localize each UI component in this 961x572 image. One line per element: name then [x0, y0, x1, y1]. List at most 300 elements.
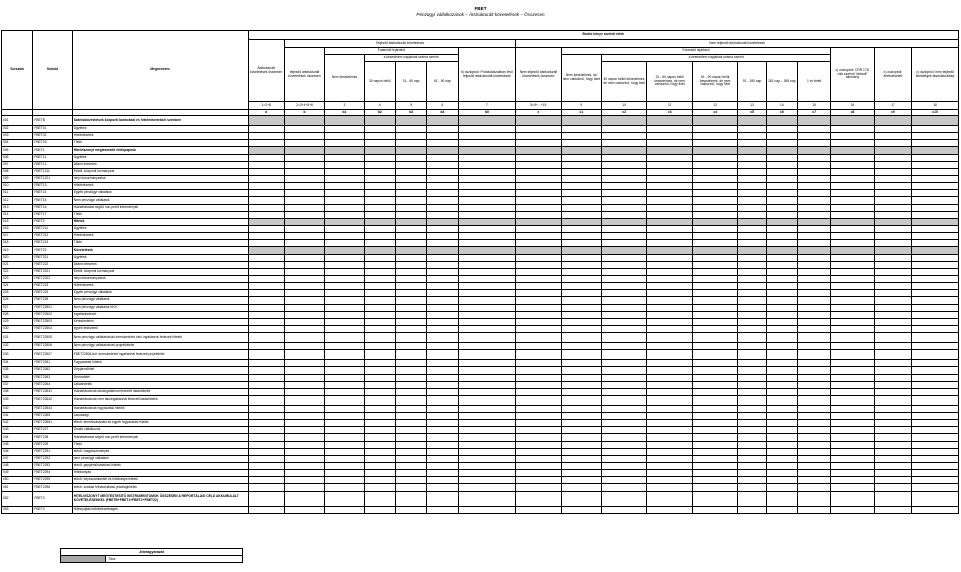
value-cell[interactable]	[364, 183, 395, 190]
value-cell[interactable]	[561, 491, 601, 506]
value-cell[interactable]	[692, 211, 737, 218]
value-cell[interactable]	[797, 197, 830, 204]
value-cell[interactable]	[364, 147, 395, 154]
value-cell[interactable]	[248, 427, 284, 434]
value-cell[interactable]	[602, 434, 647, 441]
value-cell[interactable]	[738, 455, 766, 462]
value-cell[interactable]	[516, 395, 561, 405]
value-cell[interactable]	[831, 420, 874, 427]
value-cell[interactable]	[284, 283, 324, 290]
value-cell[interactable]	[692, 161, 737, 168]
value-cell[interactable]	[284, 225, 324, 232]
value-cell[interactable]	[738, 350, 766, 360]
value-cell[interactable]	[602, 204, 647, 211]
value-cell[interactable]	[364, 477, 395, 484]
value-cell[interactable]	[395, 343, 426, 350]
value-cell[interactable]	[738, 283, 766, 290]
value-cell[interactable]	[284, 183, 324, 190]
value-cell[interactable]	[766, 268, 797, 275]
value-cell[interactable]	[427, 190, 458, 197]
value-cell[interactable]	[766, 413, 797, 420]
value-cell[interactable]	[874, 434, 911, 441]
value-cell[interactable]	[284, 247, 324, 254]
value-cell[interactable]	[797, 455, 830, 462]
value-cell[interactable]	[248, 374, 284, 381]
value-cell[interactable]	[325, 367, 364, 374]
value-cell[interactable]	[766, 233, 797, 240]
value-cell[interactable]	[738, 161, 766, 168]
value-cell[interactable]	[364, 116, 395, 126]
value-cell[interactable]	[395, 233, 426, 240]
value-cell[interactable]	[874, 116, 911, 126]
value-cell[interactable]	[458, 233, 516, 240]
value-cell[interactable]	[427, 491, 458, 506]
value-cell[interactable]	[516, 190, 561, 197]
value-cell[interactable]	[766, 283, 797, 290]
value-cell[interactable]	[831, 168, 874, 175]
value-cell[interactable]	[427, 477, 458, 484]
value-cell[interactable]	[516, 491, 561, 506]
value-cell[interactable]	[516, 116, 561, 126]
value-cell[interactable]	[248, 367, 284, 374]
value-cell[interactable]	[692, 154, 737, 161]
value-cell[interactable]	[831, 395, 874, 405]
value-cell[interactable]	[395, 261, 426, 268]
value-cell[interactable]	[647, 477, 692, 484]
value-cell[interactable]	[248, 283, 284, 290]
value-cell[interactable]	[395, 506, 426, 513]
value-cell[interactable]	[831, 367, 874, 374]
value-cell[interactable]	[284, 477, 324, 484]
value-cell[interactable]	[797, 268, 830, 275]
value-cell[interactable]	[602, 225, 647, 232]
value-cell[interactable]	[458, 290, 516, 297]
value-cell[interactable]	[284, 381, 324, 388]
value-cell[interactable]	[516, 318, 561, 325]
value-cell[interactable]	[395, 405, 426, 412]
value-cell[interactable]	[427, 154, 458, 161]
value-cell[interactable]	[248, 183, 284, 190]
value-cell[interactable]	[831, 463, 874, 470]
value-cell[interactable]	[458, 126, 516, 133]
value-cell[interactable]	[912, 275, 959, 282]
value-cell[interactable]	[831, 374, 874, 381]
value-cell[interactable]	[602, 367, 647, 374]
value-cell[interactable]	[516, 381, 561, 388]
value-cell[interactable]	[797, 147, 830, 154]
value-cell[interactable]	[647, 434, 692, 441]
value-cell[interactable]	[647, 240, 692, 247]
value-cell[interactable]	[284, 405, 324, 412]
value-cell[interactable]	[516, 484, 561, 491]
value-cell[interactable]	[395, 297, 426, 304]
value-cell[interactable]	[766, 470, 797, 477]
value-cell[interactable]	[284, 126, 324, 133]
value-cell[interactable]	[874, 420, 911, 427]
value-cell[interactable]	[647, 374, 692, 381]
value-cell[interactable]	[738, 204, 766, 211]
value-cell[interactable]	[458, 318, 516, 325]
value-cell[interactable]	[602, 161, 647, 168]
value-cell[interactable]	[797, 154, 830, 161]
value-cell[interactable]	[427, 218, 458, 225]
value-cell[interactable]	[738, 367, 766, 374]
value-cell[interactable]	[561, 427, 601, 434]
value-cell[interactable]	[516, 350, 561, 360]
value-cell[interactable]	[284, 268, 324, 275]
value-cell[interactable]	[797, 175, 830, 182]
value-cell[interactable]	[766, 240, 797, 247]
value-cell[interactable]	[647, 268, 692, 275]
value-cell[interactable]	[364, 126, 395, 133]
value-cell[interactable]	[325, 190, 364, 197]
value-cell[interactable]	[248, 190, 284, 197]
value-cell[interactable]	[831, 484, 874, 491]
value-cell[interactable]	[766, 247, 797, 254]
value-cell[interactable]	[692, 350, 737, 360]
value-cell[interactable]	[766, 506, 797, 513]
value-cell[interactable]	[797, 470, 830, 477]
value-cell[interactable]	[647, 275, 692, 282]
value-cell[interactable]	[458, 116, 516, 126]
value-cell[interactable]	[912, 381, 959, 388]
value-cell[interactable]	[516, 388, 561, 395]
value-cell[interactable]	[831, 333, 874, 343]
value-cell[interactable]	[427, 126, 458, 133]
value-cell[interactable]	[395, 197, 426, 204]
value-cell[interactable]	[738, 247, 766, 254]
value-cell[interactable]	[458, 350, 516, 360]
value-cell[interactable]	[561, 147, 601, 154]
value-cell[interactable]	[248, 133, 284, 140]
value-cell[interactable]	[284, 297, 324, 304]
value-cell[interactable]	[248, 116, 284, 126]
value-cell[interactable]	[284, 290, 324, 297]
value-cell[interactable]	[912, 133, 959, 140]
value-cell[interactable]	[427, 427, 458, 434]
value-cell[interactable]	[364, 470, 395, 477]
value-cell[interactable]	[738, 175, 766, 182]
value-cell[interactable]	[912, 427, 959, 434]
value-cell[interactable]	[602, 506, 647, 513]
value-cell[interactable]	[458, 381, 516, 388]
value-cell[interactable]	[647, 297, 692, 304]
value-cell[interactable]	[692, 434, 737, 441]
value-cell[interactable]	[248, 470, 284, 477]
value-cell[interactable]	[912, 448, 959, 455]
value-cell[interactable]	[831, 275, 874, 282]
value-cell[interactable]	[912, 420, 959, 427]
value-cell[interactable]	[284, 374, 324, 381]
value-cell[interactable]	[248, 395, 284, 405]
value-cell[interactable]	[692, 405, 737, 412]
value-cell[interactable]	[912, 233, 959, 240]
value-cell[interactable]	[647, 311, 692, 318]
value-cell[interactable]	[248, 261, 284, 268]
value-cell[interactable]	[248, 297, 284, 304]
value-cell[interactable]	[766, 311, 797, 318]
value-cell[interactable]	[766, 381, 797, 388]
value-cell[interactable]	[831, 268, 874, 275]
value-cell[interactable]	[325, 311, 364, 318]
value-cell[interactable]	[458, 283, 516, 290]
value-cell[interactable]	[248, 381, 284, 388]
value-cell[interactable]	[912, 161, 959, 168]
value-cell[interactable]	[912, 325, 959, 332]
value-cell[interactable]	[797, 297, 830, 304]
value-cell[interactable]	[647, 168, 692, 175]
value-cell[interactable]	[766, 395, 797, 405]
value-cell[interactable]	[395, 318, 426, 325]
value-cell[interactable]	[797, 311, 830, 318]
value-cell[interactable]	[692, 455, 737, 462]
value-cell[interactable]	[797, 427, 830, 434]
value-cell[interactable]	[325, 283, 364, 290]
value-cell[interactable]	[516, 333, 561, 343]
value-cell[interactable]	[458, 133, 516, 140]
value-cell[interactable]	[692, 506, 737, 513]
value-cell[interactable]	[561, 388, 601, 395]
value-cell[interactable]	[427, 240, 458, 247]
value-cell[interactable]	[427, 161, 458, 168]
value-cell[interactable]	[561, 477, 601, 484]
value-cell[interactable]	[364, 297, 395, 304]
value-cell[interactable]	[766, 290, 797, 297]
value-cell[interactable]	[766, 325, 797, 332]
value-cell[interactable]	[427, 441, 458, 448]
value-cell[interactable]	[561, 283, 601, 290]
value-cell[interactable]	[692, 297, 737, 304]
value-cell[interactable]	[874, 126, 911, 133]
value-cell[interactable]	[831, 427, 874, 434]
value-cell[interactable]	[248, 204, 284, 211]
value-cell[interactable]	[602, 168, 647, 175]
value-cell[interactable]	[427, 261, 458, 268]
value-cell[interactable]	[325, 484, 364, 491]
value-cell[interactable]	[561, 484, 601, 491]
value-cell[interactable]	[395, 311, 426, 318]
value-cell[interactable]	[284, 470, 324, 477]
value-cell[interactable]	[561, 420, 601, 427]
value-cell[interactable]	[912, 434, 959, 441]
value-cell[interactable]	[395, 247, 426, 254]
value-cell[interactable]	[738, 374, 766, 381]
value-cell[interactable]	[427, 367, 458, 374]
value-cell[interactable]	[797, 225, 830, 232]
value-cell[interactable]	[248, 405, 284, 412]
value-cell[interactable]	[516, 343, 561, 350]
value-cell[interactable]	[831, 491, 874, 506]
value-cell[interactable]	[766, 204, 797, 211]
value-cell[interactable]	[364, 506, 395, 513]
value-cell[interactable]	[395, 183, 426, 190]
value-cell[interactable]	[874, 240, 911, 247]
value-cell[interactable]	[395, 304, 426, 311]
value-cell[interactable]	[692, 413, 737, 420]
value-cell[interactable]	[284, 325, 324, 332]
value-cell[interactable]	[647, 455, 692, 462]
value-cell[interactable]	[516, 506, 561, 513]
value-cell[interactable]	[248, 233, 284, 240]
value-cell[interactable]	[738, 218, 766, 225]
value-cell[interactable]	[797, 350, 830, 360]
value-cell[interactable]	[766, 133, 797, 140]
value-cell[interactable]	[458, 374, 516, 381]
value-cell[interactable]	[458, 204, 516, 211]
value-cell[interactable]	[364, 197, 395, 204]
value-cell[interactable]	[516, 133, 561, 140]
value-cell[interactable]	[831, 343, 874, 350]
value-cell[interactable]	[364, 463, 395, 470]
value-cell[interactable]	[647, 197, 692, 204]
value-cell[interactable]	[284, 506, 324, 513]
value-cell[interactable]	[831, 304, 874, 311]
value-cell[interactable]	[516, 427, 561, 434]
value-cell[interactable]	[797, 448, 830, 455]
value-cell[interactable]	[561, 126, 601, 133]
value-cell[interactable]	[561, 395, 601, 405]
value-cell[interactable]	[458, 240, 516, 247]
value-cell[interactable]	[738, 360, 766, 367]
value-cell[interactable]	[647, 427, 692, 434]
value-cell[interactable]	[458, 434, 516, 441]
value-cell[interactable]	[458, 297, 516, 304]
value-cell[interactable]	[831, 225, 874, 232]
value-cell[interactable]	[602, 218, 647, 225]
value-cell[interactable]	[692, 126, 737, 133]
value-cell[interactable]	[692, 441, 737, 448]
value-cell[interactable]	[874, 233, 911, 240]
value-cell[interactable]	[912, 413, 959, 420]
value-cell[interactable]	[602, 254, 647, 261]
value-cell[interactable]	[248, 304, 284, 311]
value-cell[interactable]	[738, 413, 766, 420]
value-cell[interactable]	[602, 360, 647, 367]
value-cell[interactable]	[427, 470, 458, 477]
value-cell[interactable]	[874, 261, 911, 268]
value-cell[interactable]	[325, 261, 364, 268]
value-cell[interactable]	[561, 240, 601, 247]
value-cell[interactable]	[874, 350, 911, 360]
value-cell[interactable]	[602, 325, 647, 332]
value-cell[interactable]	[427, 175, 458, 182]
value-cell[interactable]	[797, 381, 830, 388]
value-cell[interactable]	[874, 311, 911, 318]
value-cell[interactable]	[738, 168, 766, 175]
value-cell[interactable]	[364, 218, 395, 225]
value-cell[interactable]	[284, 304, 324, 311]
value-cell[interactable]	[364, 350, 395, 360]
value-cell[interactable]	[602, 268, 647, 275]
value-cell[interactable]	[602, 154, 647, 161]
value-cell[interactable]	[458, 455, 516, 462]
value-cell[interactable]	[831, 175, 874, 182]
value-cell[interactable]	[284, 140, 324, 147]
value-cell[interactable]	[692, 448, 737, 455]
value-cell[interactable]	[738, 211, 766, 218]
value-cell[interactable]	[766, 434, 797, 441]
value-cell[interactable]	[325, 233, 364, 240]
value-cell[interactable]	[325, 333, 364, 343]
value-cell[interactable]	[738, 491, 766, 506]
value-cell[interactable]	[248, 350, 284, 360]
value-cell[interactable]	[797, 395, 830, 405]
value-cell[interactable]	[647, 190, 692, 197]
value-cell[interactable]	[325, 463, 364, 470]
value-cell[interactable]	[364, 455, 395, 462]
value-cell[interactable]	[284, 491, 324, 506]
value-cell[interactable]	[912, 240, 959, 247]
value-cell[interactable]	[647, 343, 692, 350]
value-cell[interactable]	[325, 161, 364, 168]
value-cell[interactable]	[766, 225, 797, 232]
value-cell[interactable]	[395, 168, 426, 175]
value-cell[interactable]	[831, 247, 874, 254]
value-cell[interactable]	[738, 133, 766, 140]
value-cell[interactable]	[395, 360, 426, 367]
value-cell[interactable]	[561, 350, 601, 360]
value-cell[interactable]	[364, 441, 395, 448]
value-cell[interactable]	[458, 405, 516, 412]
value-cell[interactable]	[561, 297, 601, 304]
value-cell[interactable]	[647, 254, 692, 261]
value-cell[interactable]	[692, 374, 737, 381]
value-cell[interactable]	[248, 477, 284, 484]
value-cell[interactable]	[647, 360, 692, 367]
value-cell[interactable]	[364, 190, 395, 197]
value-cell[interactable]	[831, 506, 874, 513]
value-cell[interactable]	[458, 311, 516, 318]
value-cell[interactable]	[516, 175, 561, 182]
value-cell[interactable]	[647, 225, 692, 232]
value-cell[interactable]	[874, 161, 911, 168]
value-cell[interactable]	[516, 325, 561, 332]
value-cell[interactable]	[561, 325, 601, 332]
value-cell[interactable]	[516, 211, 561, 218]
value-cell[interactable]	[284, 367, 324, 374]
value-cell[interactable]	[738, 197, 766, 204]
value-cell[interactable]	[427, 325, 458, 332]
value-cell[interactable]	[248, 448, 284, 455]
value-cell[interactable]	[325, 388, 364, 395]
value-cell[interactable]	[738, 427, 766, 434]
value-cell[interactable]	[797, 318, 830, 325]
value-cell[interactable]	[395, 283, 426, 290]
value-cell[interactable]	[602, 441, 647, 448]
value-cell[interactable]	[912, 318, 959, 325]
value-cell[interactable]	[325, 441, 364, 448]
value-cell[interactable]	[561, 254, 601, 261]
value-cell[interactable]	[602, 175, 647, 182]
value-cell[interactable]	[912, 484, 959, 491]
value-cell[interactable]	[364, 204, 395, 211]
value-cell[interactable]	[325, 381, 364, 388]
value-cell[interactable]	[325, 133, 364, 140]
value-cell[interactable]	[874, 381, 911, 388]
value-cell[interactable]	[395, 126, 426, 133]
value-cell[interactable]	[561, 161, 601, 168]
value-cell[interactable]	[797, 240, 830, 247]
value-cell[interactable]	[831, 434, 874, 441]
value-cell[interactable]	[561, 116, 601, 126]
value-cell[interactable]	[248, 218, 284, 225]
value-cell[interactable]	[692, 140, 737, 147]
value-cell[interactable]	[284, 434, 324, 441]
value-cell[interactable]	[458, 247, 516, 254]
value-cell[interactable]	[395, 463, 426, 470]
value-cell[interactable]	[912, 311, 959, 318]
value-cell[interactable]	[561, 343, 601, 350]
